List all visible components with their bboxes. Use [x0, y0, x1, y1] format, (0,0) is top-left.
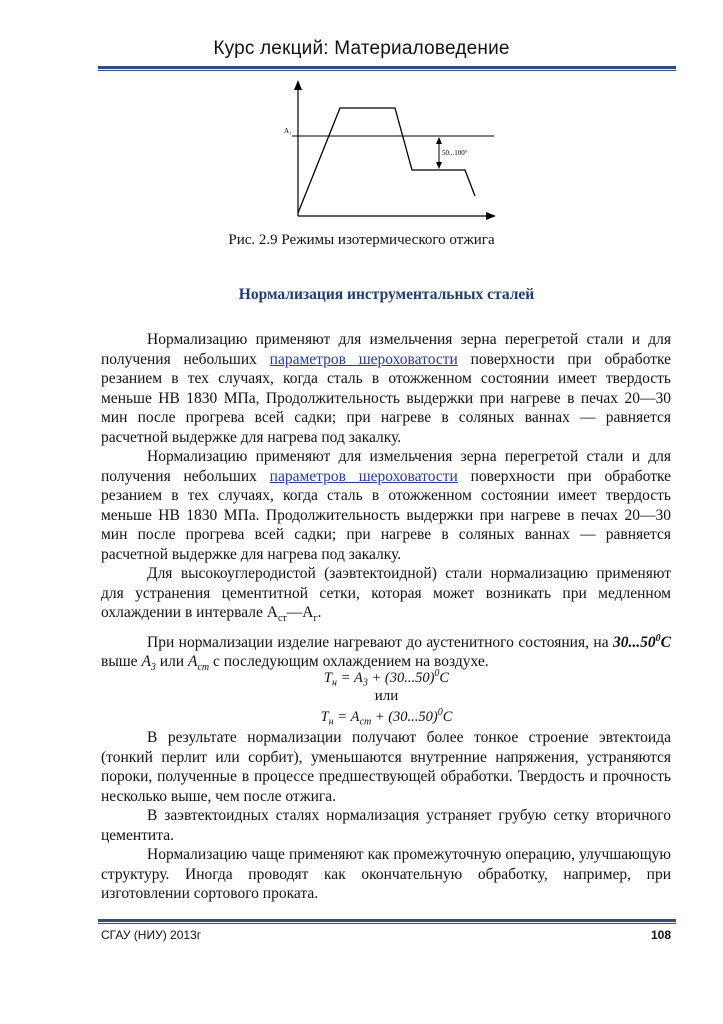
subscript: 3 — [150, 662, 156, 674]
paragraph-text: или — [155, 653, 188, 671]
subscript: н — [331, 677, 337, 689]
paragraph-text: При нормализации изделие нагревают до аустенитного состояния, на — [147, 633, 614, 651]
a1-label: A₁ — [284, 127, 292, 135]
interval-arrow-up — [436, 137, 442, 144]
figure-caption: Рис. 2.9 Режимы изотермического отжига — [228, 232, 495, 248]
section-heading: Нормализация инструментальных сталей — [238, 286, 535, 303]
formula-part: = A — [336, 669, 363, 686]
subscript: cm — [359, 716, 372, 728]
paragraph-text: поверхности при обработке резанием в тех случаях, когда сталь в отожженном состоянии имеет твердость меньше НВ 1830 МПа. Продолжительность выдержки при нагреве в печах 20—30 мин после прогрева всей садки; при нагреве в соляных ваннах — равняется расчетной выдержке для нагрева под закалку. — [101, 467, 671, 563]
formula-acm — [0, 707, 723, 728]
x-axis-arrow — [486, 212, 496, 220]
temperature-unit: С — [660, 633, 671, 651]
paragraph-text: с последующим охлаждением на воздухе. — [209, 653, 489, 671]
paragraph-7: Нормализацию чаще применяют как промежуточную операцию, улучшающую структуру. Иногда проводят как окончательную обработку, например, при изготовлении сортового проката. — [101, 846, 671, 902]
page-header-title: Курс лекций: Материаловедение — [213, 38, 510, 59]
paragraph-1 — [101, 330, 671, 447]
formula-part: T — [323, 669, 332, 686]
isothermal-annealing-diagram — [280, 78, 500, 228]
formula-part: + (30...50) — [371, 708, 438, 725]
paragraph-text: выше — [101, 653, 142, 671]
formula-unit: C — [442, 708, 453, 725]
temperature-range: 30...50 — [613, 633, 656, 651]
superscript: 0 — [437, 707, 443, 718]
formula-a3 — [0, 668, 723, 689]
subscript: г — [313, 613, 318, 625]
subscript: 3 — [362, 677, 368, 689]
body-text-continued — [101, 728, 671, 904]
formula-part: T — [320, 708, 329, 725]
acm-symbol: A — [187, 653, 198, 671]
y-axis-arrow — [294, 80, 302, 90]
footer-rule-thin — [98, 923, 676, 924]
page-number: 108 — [650, 928, 671, 942]
paragraph-2 — [101, 447, 671, 564]
subscript: н — [328, 716, 334, 728]
footer-rule — [98, 919, 676, 922]
interval-label: 50...100° — [442, 149, 468, 157]
header-rule — [98, 66, 676, 69]
a3-symbol: A — [141, 653, 151, 671]
paragraph-text: —А — [286, 604, 314, 621]
formula-part: + (30...50) — [367, 669, 435, 686]
paragraph-6: В заэвтектоидных сталях нормализация устраняет грубую сетку вторичного цементита. — [101, 807, 671, 844]
body-text — [101, 330, 671, 678]
roughness-parameters-link[interactable]: параметров шероховатости — [269, 467, 458, 485]
paragraph-text: поверхности при обработке резанием в тех случаях, когда сталь в отожженном состоянии имеет твердость меньше НВ 1830 МПа, Продолжительность выдержки при нагреве в печах 20—30 мин после прогрева всей садки; при нагреве в соляных ваннах — равняется расчетной выдержке для нагрева под закалку. — [101, 350, 671, 446]
paragraph-text: Для высокоуглеродистой (заэвтектоидной) стали нормализацию применяют для устранения цементитной сетки, которая может возникать при медленном охлаждении в интервале А — [101, 565, 671, 621]
formula-unit: C — [439, 669, 450, 686]
interval-arrow-down — [436, 162, 442, 169]
subscript: ст — [277, 613, 287, 625]
roughness-parameters-link[interactable]: параметров шероховатости — [269, 350, 458, 368]
formula-or: или — [374, 688, 399, 704]
footer-institution: СГАУ (НИУ) 2013г — [101, 928, 202, 942]
paragraph-3 — [101, 564, 671, 629]
paragraph-text: . — [317, 604, 322, 621]
paragraph-text: Нормализацию применяют для измельчения зерна перегретой стали и для получения небольших — [101, 331, 671, 368]
paragraph-5: В результате нормализации получают более тонкое строение эвтектоида (тонкий перлит или сорбит), уменьшаются внутренние напряжения, устраняются пороки, полученные в процессе предшествующей обработки. Твердость и прочность несколько выше, чем после отжига. — [101, 729, 671, 805]
formula-part: = A — [333, 708, 360, 725]
superscript: 0 — [434, 668, 440, 679]
paragraph-text: Нормализацию применяют для измельчения зерна перегретой стали и для получения небольших — [101, 448, 671, 485]
header-rule-thin — [98, 70, 676, 71]
superscript: 0 — [655, 632, 661, 644]
subscript: cm — [197, 662, 210, 674]
temperature-curve — [298, 108, 475, 213]
